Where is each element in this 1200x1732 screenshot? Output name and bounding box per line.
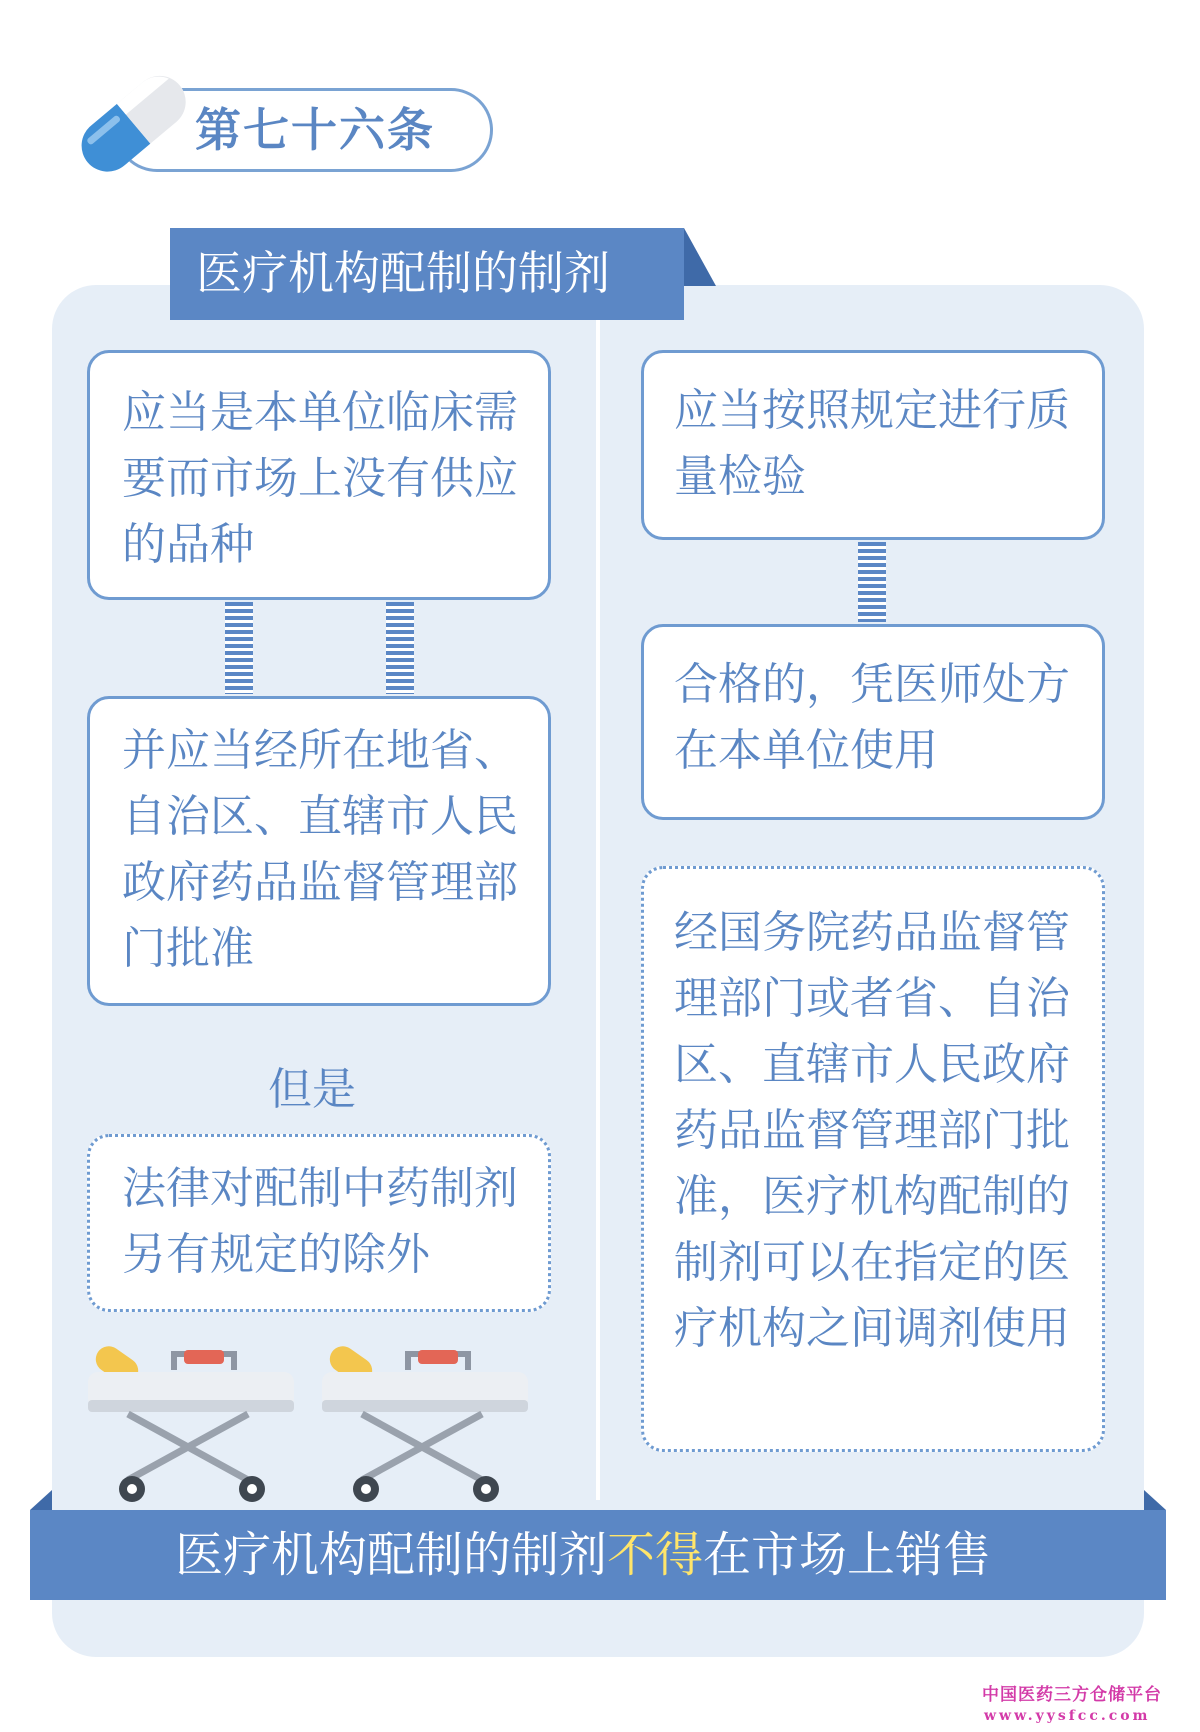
left-box-exception-text: 法律对配制中药制剂另有规定的除外	[122, 1163, 518, 1280]
watermark-url: www.yysfcc.com	[984, 1708, 1151, 1724]
banner-fold-right	[1144, 1490, 1166, 1510]
banner-text-part2: 在市场上销售	[703, 1527, 992, 1583]
but-label: 但是	[268, 1064, 356, 1115]
right-box-transfer-use-text: 经国务院药品监督管理部门或者省、自治区、直辖市人民政府药品监督管理部门批准，医疗机构配制的制剂可以在指定的医疗机构之间调剂使用	[674, 907, 1070, 1354]
watermark-name: 中国医药三方仓储平台	[982, 1685, 1162, 1705]
left-box-approval-text: 并应当经所在地省、自治区、直辖市人民政府药品监督管理部门批准	[122, 725, 518, 974]
title-tab-text: 医疗机构配制的制剂	[196, 246, 610, 300]
connector-left-a	[225, 602, 253, 694]
right-box-quality-check-text: 应当按照规定进行质量检验	[674, 385, 1070, 502]
title-tab-fold	[684, 228, 716, 286]
banner-highlight: 不得	[607, 1527, 704, 1583]
banner-text-part1: 医疗机构配制的制剂	[175, 1527, 608, 1583]
right-box-prescription-use-text: 合格的，凭医师处方在本单位使用	[674, 659, 1070, 776]
capsule-icon	[58, 58, 208, 188]
column-divider	[596, 320, 600, 1500]
banner-text	[175, 1518, 1035, 1592]
left-box-clinical-need-text: 应当是本单位临床需要而市场上没有供应的品种	[122, 387, 518, 570]
connector-left-b	[386, 602, 414, 694]
banner-fold-left	[30, 1490, 52, 1510]
stretcher-icon	[88, 1332, 298, 1512]
stretcher-icon	[322, 1332, 532, 1512]
connector-right	[858, 542, 886, 622]
article-title: 第七十六条	[195, 103, 435, 157]
